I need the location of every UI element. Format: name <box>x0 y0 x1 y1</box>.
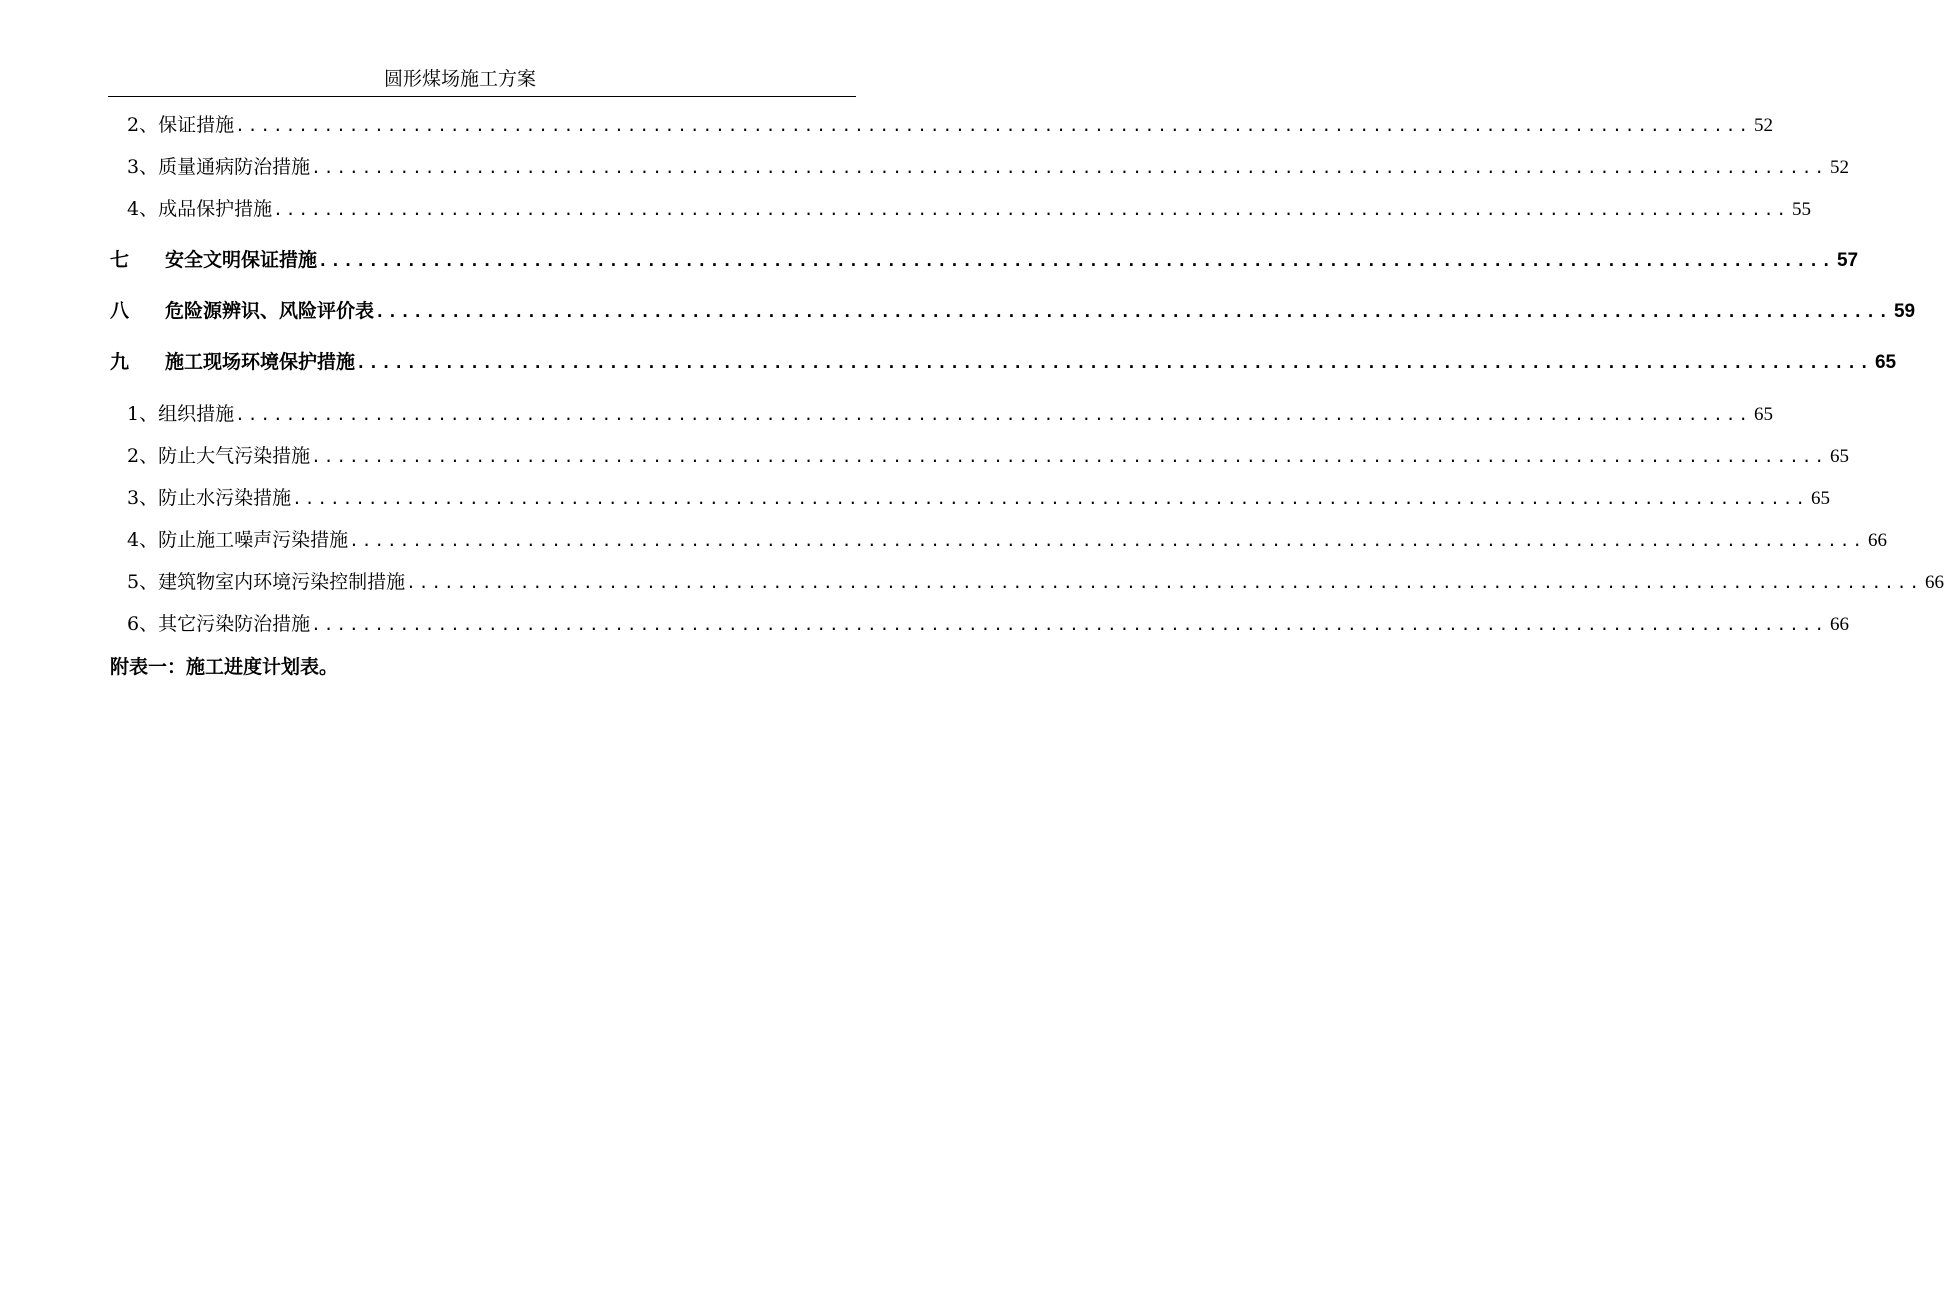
toc-chapter-entry[interactable] <box>110 247 1859 274</box>
toc-chapter-label: 安全文明保证措施 <box>165 249 318 271</box>
toc-chapter-page: 59 <box>1893 301 1916 322</box>
toc-entry-number: 4、 <box>127 529 159 551</box>
toc-dot-leader: ........................................................................................................................ <box>311 615 1828 634</box>
toc-entry-page: 55 <box>1792 199 1812 220</box>
toc-chapter-label: 施工现场环境保护措施 <box>165 351 356 373</box>
toc-entry[interactable] <box>127 112 1774 139</box>
toc-dot-leader: ........................................................................................................................ <box>356 353 1872 372</box>
toc-entry-label: 防止大气污染措施 <box>158 445 311 467</box>
toc-dot-leader: ........................................................................................................................ <box>406 573 1923 592</box>
toc-dot-leader: ........................................................................................................................ <box>235 116 1752 135</box>
toc-dot-leader: ........................................................................................................................ <box>273 200 1790 219</box>
toc-entry-number: 5、 <box>127 571 159 593</box>
toc-entry-label: 质量通病防治措施 <box>158 156 311 178</box>
toc-dot-leader: ........................................................................................................................ <box>235 405 1752 424</box>
toc-entry[interactable] <box>127 443 1850 470</box>
toc-entry-page: 65 <box>1830 446 1850 467</box>
page-header-title: 圆形煤场施工方案 <box>383 68 536 90</box>
toc-chapter-page: 57 <box>1836 250 1859 271</box>
toc-entry-label: 防止水污染措施 <box>158 487 292 509</box>
toc-entry[interactable] <box>127 154 1850 181</box>
toc-dot-leader: ........................................................................................................................ <box>349 531 1866 550</box>
toc-dot-leader: ........................................................................................................................ <box>292 489 1809 508</box>
toc-entry-label: 其它污染防治措施 <box>158 613 311 635</box>
toc-entry-number: 1、 <box>127 403 159 425</box>
toc-appendix-entry[interactable]: 附表一：施工进度计划表。 <box>110 656 339 678</box>
toc-entry-label: 组织措施 <box>158 403 235 425</box>
toc-entry-number: 3、 <box>127 487 159 509</box>
toc-chapter-entry[interactable] <box>110 349 1897 376</box>
toc-chapter-label: 危险源辨识、风险评价表 <box>165 300 375 322</box>
toc-entry-label: 防止施工噪声污染措施 <box>158 529 349 551</box>
toc-chapter-number: 八 <box>110 300 130 322</box>
toc-dot-leader: ........................................................................................................................ <box>375 302 1891 321</box>
toc-entry-number: 2、 <box>127 445 159 467</box>
toc-entry-page: 52 <box>1754 115 1774 136</box>
toc-dot-leader: ........................................................................................................................ <box>311 447 1828 466</box>
toc-entry-number: 2、 <box>127 114 159 136</box>
toc-entry[interactable] <box>127 196 1812 223</box>
toc-entry-label: 建筑物室内环境污染控制措施 <box>158 571 406 593</box>
toc-entry-label: 成品保护措施 <box>158 198 273 220</box>
header-divider <box>108 96 856 97</box>
toc-entry-page: 52 <box>1830 157 1850 178</box>
toc-entry-page: 66 <box>1868 530 1888 551</box>
toc-dot-leader: ........................................................................................................................ <box>311 158 1828 177</box>
toc-entry[interactable] <box>127 611 1850 638</box>
toc-entry[interactable] <box>127 569 1944 596</box>
toc-entry[interactable] <box>127 401 1774 428</box>
toc-dot-leader: ........................................................................................................................ <box>318 251 1834 270</box>
toc-chapter-number: 九 <box>110 351 130 373</box>
toc-entry-page: 65 <box>1754 404 1774 425</box>
toc-entry-page: 66 <box>1925 572 1944 593</box>
toc-entry[interactable] <box>127 527 1888 554</box>
toc-entry-label: 保证措施 <box>158 114 235 136</box>
toc-entry-number: 3、 <box>127 156 159 178</box>
toc-entry-number: 6、 <box>127 613 159 635</box>
toc-entry-page: 66 <box>1830 614 1850 635</box>
toc-chapter-number: 七 <box>110 249 130 271</box>
toc-entry[interactable] <box>127 485 1831 512</box>
toc-chapter-entry[interactable] <box>110 298 1916 325</box>
toc-entry-page: 65 <box>1811 488 1831 509</box>
toc-entry-number: 4、 <box>127 198 159 220</box>
toc-chapter-page: 65 <box>1874 352 1897 373</box>
